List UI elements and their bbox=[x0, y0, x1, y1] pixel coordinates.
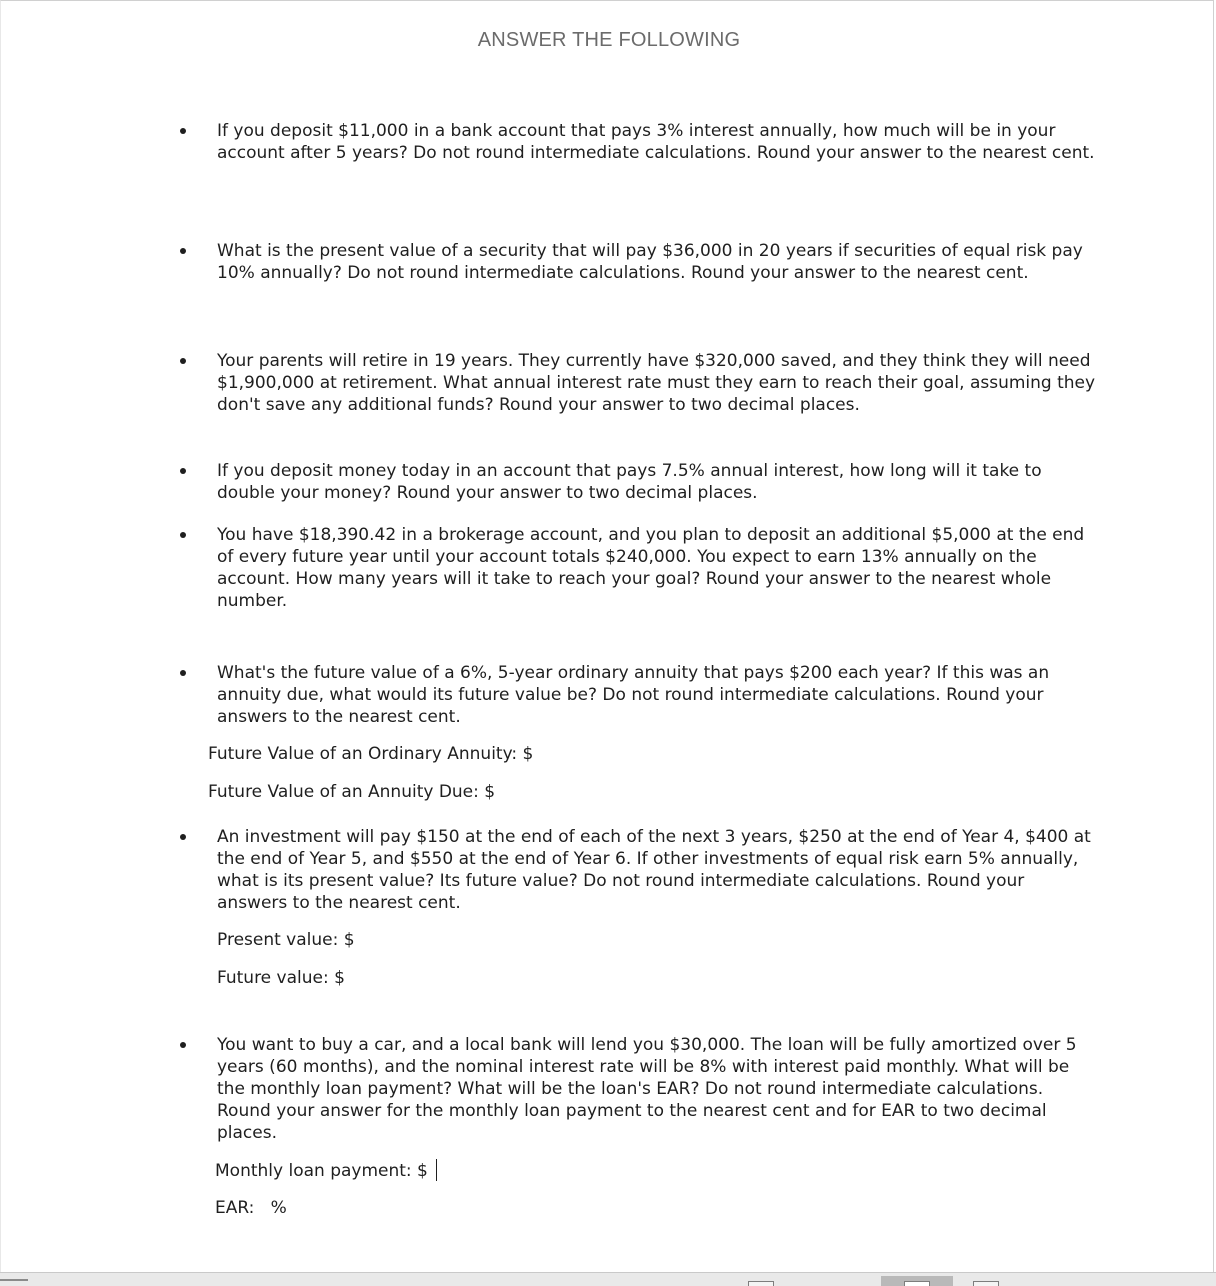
answer-ordinary-annuity[interactable]: Future Value of an Ordinary Annuity: $ bbox=[208, 744, 534, 764]
answer-present-value[interactable]: Present value: $ bbox=[217, 930, 355, 950]
question-1: If you deposit $11,000 in a bank account that pays 3% interest annually, how much will be in your account after 5 years? Do not round intermediate calculations. Round your answer to the nearest cent. bbox=[217, 121, 1095, 163]
bullet-8 bbox=[180, 1042, 188, 1050]
document-title: ANSWER THE FOLLOWING bbox=[477, 29, 741, 51]
question-7: An investment will pay $150 at the end of each of the next 3 years, $250 at the end of Year 4, $400 at the end of Year 5, and $550 at the end of Year 6. If other investments of equal risk earn 5% annually, what is its present value? Its future value? Do not round intermediate calculations. Round your answers to the nearest cent. bbox=[217, 827, 1091, 913]
question-3: Your parents will retire in 19 years. They currently have $320,000 saved, and they think they will need $1,900,000 at retirement. What annual interest rate must they earn to reach their goal, assuming they don't save any additional funds? Round your answer to two decimal places. bbox=[217, 351, 1096, 415]
answer-annuity-due[interactable]: Future Value of an Annuity Due: $ bbox=[208, 782, 496, 802]
text-cursor bbox=[436, 1159, 437, 1181]
answer-ear[interactable]: EAR: % bbox=[215, 1198, 287, 1218]
bullet-2 bbox=[180, 248, 188, 256]
print-layout-icon bbox=[904, 1281, 930, 1286]
read-mode-icon[interactable] bbox=[748, 1281, 774, 1286]
answer-monthly-payment-row[interactable] bbox=[215, 1159, 437, 1182]
bullet-7 bbox=[180, 834, 188, 842]
document-icon bbox=[0, 1279, 28, 1285]
status-bar bbox=[0, 1272, 1216, 1286]
web-layout-icon[interactable] bbox=[973, 1281, 999, 1286]
bullet-4 bbox=[180, 468, 188, 476]
question-8: You want to buy a car, and a local bank will lend you $30,000. The loan will be fully amortized over 5 years (60 months), and the nominal interest rate will be 8% with interest paid monthly. What will be the monthly loan payment? What will be the loan's EAR? Do not round intermediate calculations. Round your answer for the monthly loan payment to the nearest cent and for EAR to two decimal places. bbox=[217, 1035, 1077, 1143]
answer-monthly-payment: Monthly loan payment: $ bbox=[215, 1161, 428, 1181]
bullet-1 bbox=[180, 128, 188, 136]
bullet-3 bbox=[180, 358, 188, 366]
question-6: What's the future value of a 6%, 5-year ordinary annuity that pays $200 each year? If this was an annuity due, what would its future value be? Do not round intermediate calculations. Round your answers to the nearest cent. bbox=[217, 663, 1050, 727]
question-5: You have $18,390.42 in a brokerage account, and you plan to deposit an additional $5,000 at the end of every future year until your account totals $240,000. You expect to earn 13% annually on the account. How many years will it take to reach your goal? Round your answer to the nearest whole number. bbox=[217, 525, 1085, 611]
bullet-5 bbox=[180, 532, 188, 540]
question-2: What is the present value of a security that will pay $36,000 in 20 years if securities of equal risk pay 10% annually? Do not round intermediate calculations. Round your answer to the nearest cent. bbox=[217, 241, 1083, 283]
question-4: If you deposit money today in an account that pays 7.5% annual interest, how long will it take to double your money? Round your answer to two decimal places. bbox=[217, 461, 1042, 503]
answer-future-value[interactable]: Future value: $ bbox=[217, 968, 345, 988]
bullet-6 bbox=[180, 670, 188, 678]
